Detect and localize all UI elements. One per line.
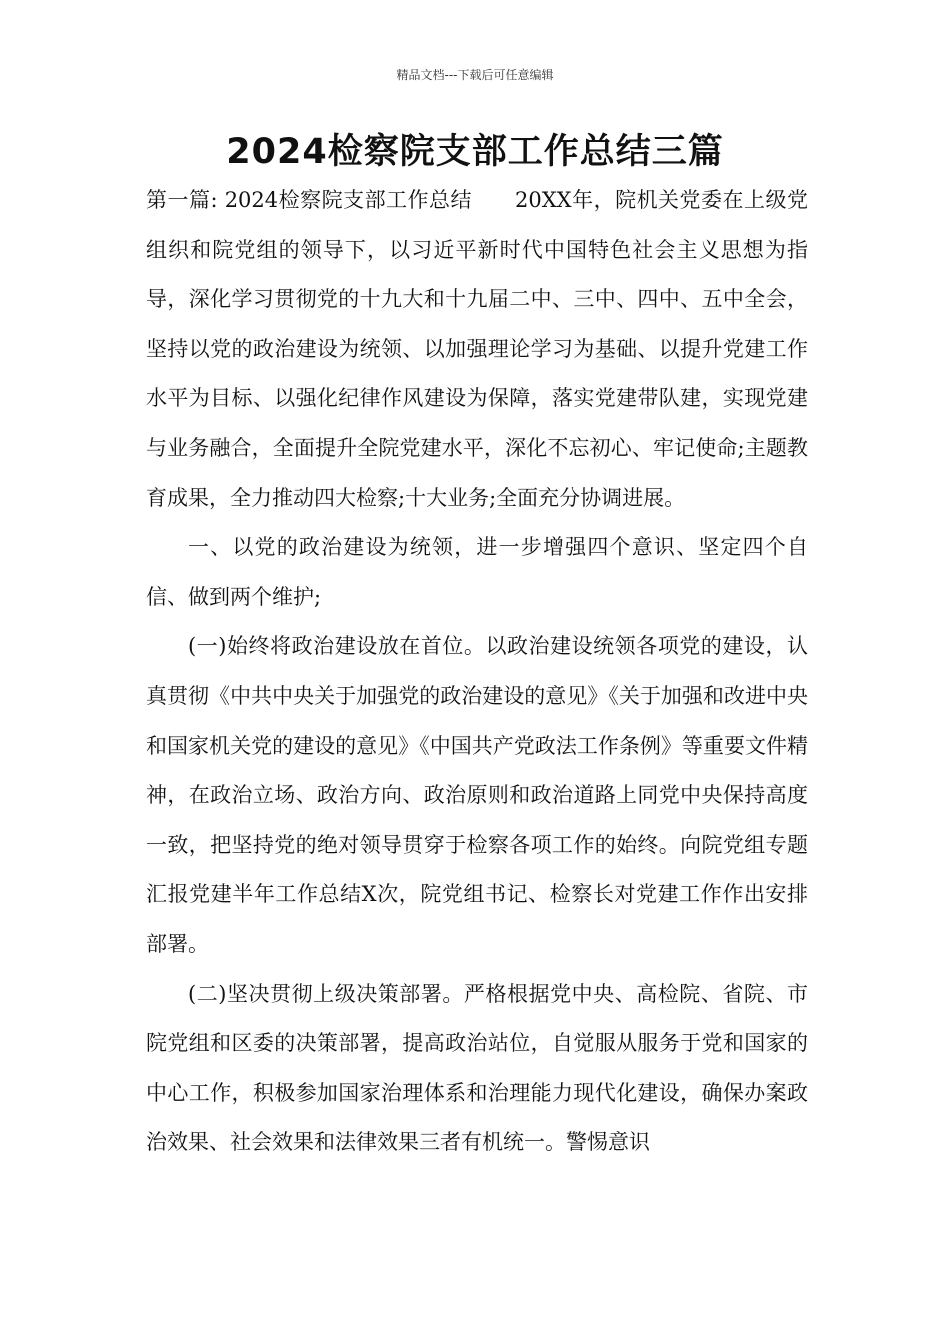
document-title: 2024检察院支部工作总结三篇 — [226, 132, 724, 172]
paragraph-intro: 第一篇: 2024检察院支部工作总结 20XX年，院机关党委在上级党组织和院党组的领导下，以习近平新时代中国特色社会主义思想为指导，深化学习贯彻党的十九大和十九届二中、三中、四中、五中全会，坚持以党的政治建设为统领、以加强理论学习为基础、以提升党建工作水平为目标、以强化纪律作风建设为保障，落实党建带队建，实现党建与业务融合，全面提升全院党建水平，深化不忘初心、牢记使命;主题教育成果，全力推动四大检察;十大业务;全面充分协调进展。 — [146, 188, 808, 510]
paragraph-section-1: 一、以党的政治建设为统领，进一步增强四个意识、坚定四个自信、做到两个维护; — [146, 535, 808, 609]
paragraph-subsection-2: (二)坚决贯彻上级决策部署。严格根据党中央、高检院、省院、市院党组和区委的决策部署，提高政治站位，自觉服从服务于党和国家的中心工作，积极参加国家治理体系和治理能力现代化建设，确保办案政治效果、社会效果和法律效果三者有机统一。警惕意识 — [146, 981, 808, 1155]
header-note: 精品文档---下载后可任意编辑 — [396, 68, 554, 82]
document-body — [146, 176, 808, 1168]
paragraph-subsection-1: (一)始终将政治建设放在首位。以政治建设统领各项党的建设，认真贯彻《中共中央关于加强党的政治建设的意见》《关于加强和改进中央和国家机关党的建设的意见》《中国共产党政法工作条例》等重要文件精神，在政治立场、政治方向、政治原则和政治道路上同党中央保持高度一致，把坚持党的绝对领导贯穿于检察各项工作的始终。向院党组专题汇报党建半年工作总结X次，院党组书记、检察长对党建工作作出安排部署。 — [146, 634, 808, 956]
